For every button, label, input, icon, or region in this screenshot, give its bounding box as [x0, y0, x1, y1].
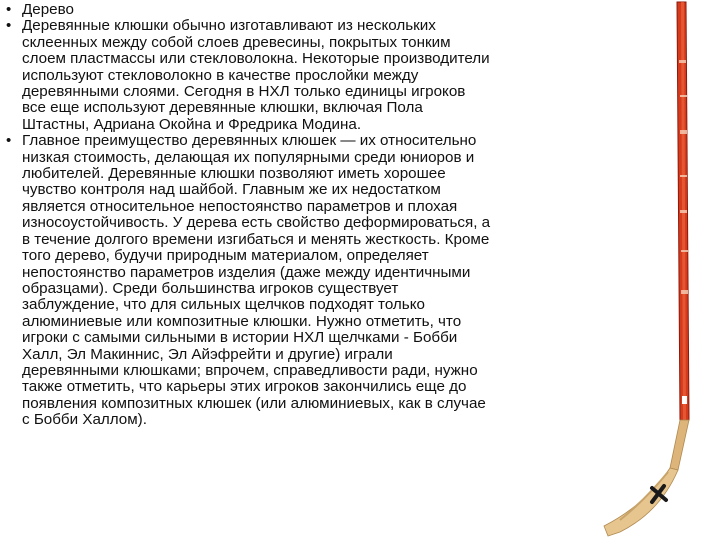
bullet-text-heading: Дерево: [22, 1, 74, 18]
hockey-stick-icon: [590, 0, 720, 540]
bullet-item-heading: [6, 2, 492, 18]
text-content: [6, 2, 492, 429]
bullet-dot: •: [6, 132, 12, 150]
hockey-stick-image: [590, 0, 720, 540]
bullet-dot: •: [6, 17, 12, 35]
bullet-item-advantages: [6, 133, 492, 428]
bullet-text-advantages: Главное преимущество деревянных клюшек — их относительно низкая стоимость, делающая их популярными среди юниоров и любителей. Деревянные клюшки позволяют иметь хорошее чувство контроля над шайбой. Главным же их недостатком является относительное непостоянство параметров и плохая износоустойчивость. У дерева есть свойство деформироваться, а в течение долгого времени изгибаться и менять жесткость. Кроме того дерево, будучи природным материалом, определяет непостоянство параметров изделия (даже между идентичными образцами). Среди большинства игроков существует заблуждение, что для сильных щелчков подходят только алюминиевые или композитные клюшки. Нужно отметить, что игроки с самыми сильными в истории НХЛ щелчками - Бобби Халл, Эл Макиннис, Эл Айэфрейти и другие) играли деревянными клюшками; впрочем, справедливости ради, нужно также отметить, что карьеры этих игроков закончились еще до появления композитных клюшек (или алюминиевых, как в случае с Бобби Халлом).: [22, 132, 491, 429]
bullet-text-description: Деревянные клюшки обычно изготавливают из нескольких склеенных между собой слоев древесины, покрытых тонким слоем пластмассы или стекловолокна. Некоторые производители используют стекловолокно в качестве прослойки между деревянными слоями. Сегодня в НХЛ только единицы игроков все еще используют деревянные клюшки, включая Пола Штастны, Адриана Окойна и Фредрика Модина.: [22, 17, 490, 133]
bullet-item-description: [6, 18, 492, 133]
bullet-dot: •: [6, 1, 12, 18]
